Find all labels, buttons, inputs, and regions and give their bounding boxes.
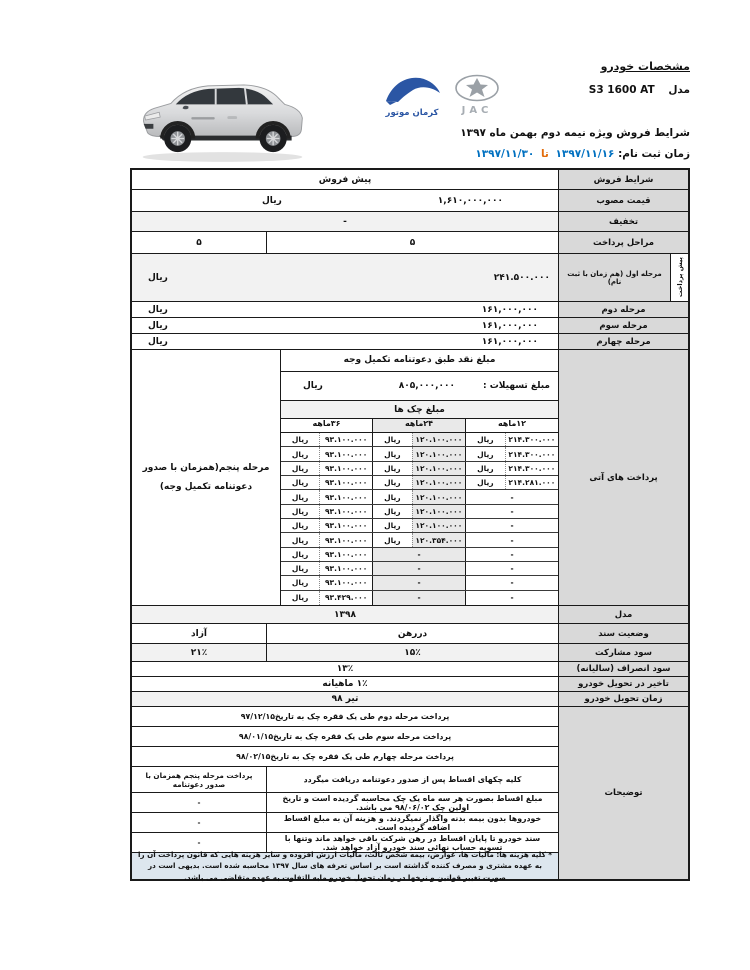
check-value-12: ۲۱۴.۳۰۰.۰۰۰ [505,462,558,475]
stage2-value-cell [132,302,558,317]
check-cell-24 [372,505,465,518]
row-discount [132,212,688,232]
check-value-24: ۱۲۰.۱۰۰.۰۰۰ [412,490,465,503]
stage1-label: مرحله اول (هم زمان با ثبت نام) [558,254,670,301]
check-value-12: - [510,521,514,531]
check-row [281,576,558,590]
check-cell-36 [281,591,372,605]
row-sale-terms [132,170,688,190]
explanations-label: توضیحات [558,707,688,879]
stage4-value: ۱۶۱,۰۰۰,۰۰۰ [481,336,538,347]
delivery-delay-value: ۱٪ ماهیانه [322,679,368,689]
facility-label: مبلغ تسهیلات : [483,381,550,392]
check-unit-24: ریال [384,506,401,516]
check-cell-36 [281,476,372,489]
stage5-label: مرحله پنجم(همزمان با صدور دعوتنامه تکمیل وجه) [142,462,270,492]
currency-unit: ریال [148,336,168,347]
currency-unit: ریال [262,195,282,206]
stage2-value: ۱۶۱,۰۰۰,۰۰۰ [481,304,538,315]
cancellation-profit-label: سود انصراف (سالیانه) [558,662,688,676]
currency-unit: ریال [148,320,168,331]
check-cell-12 [465,490,558,503]
check-row [281,591,558,605]
participation-profit-main: ۱۵٪ [266,644,558,661]
row-explanations [132,707,688,882]
check-cell-12 [465,591,558,605]
check-row [281,433,558,447]
cancellation-profit-value: ۱۳٪ [336,664,354,674]
check-cell-36 [281,533,372,546]
note-row [132,747,558,767]
prepayment-vertical-label: پیش پرداخت [675,257,684,298]
check-unit-12: ریال [477,463,494,473]
check-value-36: ۹۳.۱۰۰.۰۰۰ [319,562,372,575]
check-value-12: - [510,593,514,603]
row-approved-price [132,190,688,212]
model-line [589,84,690,96]
note-text-left: - [197,798,201,807]
currency-unit: ریال [148,304,168,315]
check-unit-36: ریال [291,435,309,445]
check-cell-24 [372,533,465,546]
stage3-value: ۱۶۱,۰۰۰,۰۰۰ [481,320,538,331]
check-cell-12 [465,562,558,575]
currency-unit: ریال [303,381,323,392]
payment-stages-value-alt: ۵ [196,237,202,248]
check-unit-36: ریال [291,578,309,588]
checks-header-row [281,419,558,433]
row-document-status [132,624,688,644]
explanations-content [132,707,558,882]
check-cell-36 [281,562,372,575]
row-payment-stages [132,232,688,254]
row-future-payments [132,350,688,606]
check-cell-24 [372,562,465,575]
check-unit-24: ریال [384,492,401,502]
note-text-left: - [197,818,201,827]
row-stage4 [132,334,688,350]
payment-stages-value-main: ۵ [266,232,558,253]
note-row [132,727,558,747]
stage4-label: مرحله چهارم [558,334,688,349]
check-value-12: ۲۱۴.۳۰۰.۰۰۰ [505,433,558,446]
check-cell-12 [465,576,558,589]
check-cell-36 [281,462,372,475]
check-cell-36 [281,505,372,518]
model-value: S3 1600 AT [588,84,655,96]
future-payments-detail [280,350,558,605]
check-cell-36 [281,548,372,561]
row-stage1 [132,254,688,302]
check-unit-36: ریال [291,492,309,502]
facility-row [281,372,558,402]
check-cell-12 [465,476,558,489]
discount-label: تخفیف [558,212,688,231]
check-unit-12: ریال [477,478,494,488]
check-unit-36: ریال [291,463,309,473]
registration-to-date: ۱۳۹۷/۱۱/۳۰ [475,148,535,160]
note-text-right: کلیه چکهای اقساط پس از صدور دعوتنامه دریافت میگردد [266,767,558,792]
check-cell-24 [372,462,465,475]
check-cell-24 [372,433,465,446]
note-text: پرداخت مرحله سوم طی یک فقره چک به تاریخ۹۸/۰۱/۱۵ [238,732,452,741]
note-text: پرداخت مرحله چهارم طی یک فقره چک به تاریخ۹۸/۰۲/۱۵ [236,752,454,761]
check-value-36: ۹۳.۱۰۰.۰۰۰ [319,490,372,503]
cash-note: مبلغ نقد طبق دعوتنامه تکمیل وجه [281,350,558,372]
sale-conditions-title: شرایط فروش ویژه نیمه دوم بهمن ماه ۱۳۹۷ [460,127,690,139]
registration-from-date: ۱۳۹۷/۱۱/۱۶ [555,148,615,160]
check-row [281,447,558,461]
jac-logo-icon [452,74,502,118]
check-value-36: ۹۳.۱۰۰.۰۰۰ [319,519,372,532]
check-cell-24 [372,519,465,532]
check-value-12: - [510,492,514,502]
check-value-36: ۹۳.۱۰۰.۰۰۰ [319,576,372,589]
check-value-24: ۱۲۰.۱۰۰.۰۰۰ [412,476,465,489]
model-label: مدل [668,84,690,96]
check-value-36: ۹۳.۱۰۰.۰۰۰ [319,548,372,561]
check-value-36: ۹۳.۴۲۹.۰۰۰ [319,591,372,605]
check-value-24: - [373,562,465,575]
approved-price-value-cell [132,190,558,211]
check-cell-36 [281,490,372,503]
check-cell-12 [465,519,558,532]
check-cell-24 [372,447,465,460]
check-value-12: - [510,506,514,516]
note-row-split [132,767,558,793]
row-delivery-time [132,692,688,707]
check-value-24: - [373,576,465,589]
registration-period [475,148,690,160]
check-cell-36 [281,519,372,532]
sale-terms-label: شرایط فروش [558,170,688,189]
approved-price-value: ۱,۶۱۰,۰۰۰,۰۰۰ [437,195,503,206]
note-text-right: سند خودرو تا پایان اقساط در رهن شرکت باقی خواهد ماند وتنها با تسویه حساب نهائی سند خودرو آزاد خواهد شد. [266,833,558,852]
row-stage2 [132,302,688,318]
check-value-24: ۱۲۰.۱۰۰.۰۰۰ [412,447,465,460]
check-unit-36: ریال [291,521,309,531]
col-header-36-months: ۳۶ماهه [312,419,341,429]
registration-label: زمان ثبت نام: [618,148,690,160]
note-text-right: خودروها بدون بیمه بدنه واگذار نمیگردند. و هزینه آن به مبلغ اقساط اضافه گردیده است. [266,813,558,832]
stage3-label: مرحله سوم [558,318,688,333]
check-unit-24: ریال [384,435,401,445]
check-cell-36 [281,433,372,446]
vehicle-specs-title: مشخصات خودرو [600,60,690,73]
check-unit-24: ریال [384,449,401,459]
currency-unit: ریال [148,272,168,283]
conditions-table [130,168,690,881]
check-unit-24: ریال [384,521,401,531]
check-unit-36: ریال [291,549,309,559]
check-cell-12 [465,447,558,460]
check-value-12: ۲۱۴.۲۸۱.۰۰۰ [505,476,558,489]
jac-logo-text: JAC [461,105,493,116]
participation-profit-alt: ۲۱٪ [190,647,208,658]
row-model-year [132,606,688,624]
check-cell-24 [372,490,465,503]
check-row [281,462,558,476]
note-row-split [132,813,558,833]
check-value-12: ۲۱۴.۳۰۰.۰۰۰ [505,447,558,460]
document-status-label: وضعیت سند [558,624,688,643]
note-text: پرداخت مرحله دوم طی یک فقره چک به تاریخ۹۷/۱۲/۱۵ [240,712,450,721]
check-cell-12 [465,548,558,561]
facility-value: ۸۰۵,۰۰۰,۰۰۰ [398,381,456,392]
note-text-left: پرداخت مرحله پنجم همزمان با صدور دعوتنامه [145,770,253,789]
check-cell-24 [372,576,465,589]
check-cell-36 [281,447,372,460]
checks-table [281,433,558,605]
payment-stages-label: مراحل پرداخت [558,232,688,253]
participation-profit-label: سود مشارکت [558,644,688,661]
delivery-time-value: تیر ۹۸ [331,694,359,704]
check-value-36: ۹۳.۱۰۰.۰۰۰ [319,533,372,546]
check-row [281,548,558,562]
check-value-12: - [510,549,514,559]
stage3-value-cell [132,318,558,333]
row-cancellation-profit [132,662,688,677]
check-cell-24 [372,476,465,489]
check-value-24: ۱۲۰.۱۰۰.۰۰۰ [412,433,465,446]
registration-to-word: تا [540,148,549,160]
kerman-motor-logo-icon [380,74,444,120]
check-value-36: ۹۳.۱۰۰.۰۰۰ [319,476,372,489]
check-value-36: ۹۳.۱۰۰.۰۰۰ [319,433,372,446]
check-value-36: ۹۳.۱۰۰.۰۰۰ [319,505,372,518]
row-participation-profit [132,644,688,662]
check-value-24: ۱۲۰.۱۰۰.۰۰۰ [412,505,465,518]
document-status-alt: آزاد [191,628,207,639]
col-header-12-months: ۱۲ماهه [465,419,558,432]
discount-value: - [343,216,347,227]
row-stage3 [132,318,688,334]
model-year-value: ۱۳۹۸ [334,609,356,620]
checks-title: مبلغ چک ها [281,401,558,419]
check-value-24: - [373,591,465,605]
check-cell-12 [465,533,558,546]
check-unit-12: ریال [477,435,494,445]
check-value-36: ۹۳.۱۰۰.۰۰۰ [319,462,372,475]
check-row [281,562,558,576]
check-unit-36: ریال [291,478,309,488]
check-unit-36: ریال [291,449,309,459]
car-image [130,70,315,170]
check-value-24: ۱۲۰.۱۰۰.۰۰۰ [412,519,465,532]
check-cell-12 [465,505,558,518]
check-row [281,533,558,547]
check-cell-24 [372,591,465,605]
check-value-24: - [373,548,465,561]
check-unit-36: ریال [291,564,309,574]
footnote: * کلیه هزینه ها: مالیات ها، عوارض، بیمه شخص ثالث، مالیات ارزش افزوده و سایر هزینه هایی که قانون پرداخت آن را به عهده مشتری و مصرف کننده گذاشته است بر اساس تعرفه های سال ۱۳۹۷ محاسبه شده است. بدیهی است در صورت تغییر قوانین و نرخها در زمان تحویل خودرو مابه التفاوت به عهده متقاضی می باشد. [132,853,558,879]
check-cell-12 [465,433,558,446]
check-unit-36: ریال [291,535,309,545]
check-value-12: - [510,535,514,545]
sale-terms-value: پیش فروش [318,174,372,185]
check-row [281,505,558,519]
check-value-36: ۹۳.۱۰۰.۰۰۰ [319,447,372,460]
document-status-main: دررهن [266,624,558,643]
stage1-value-cell [132,254,558,301]
check-cell-24 [372,548,465,561]
check-value-12: - [510,578,514,588]
check-unit-24: ریال [384,463,401,473]
col-header-24-months: ۲۴ماهه [372,419,465,432]
note-text-right: مبلغ اقساط بصورت هر سه ماه یک چک محاسبه گردیده است و تاریخ اولین چک ۹۸/۰۶/۰۲ می باشد. [266,793,558,812]
check-value-12: - [510,564,514,574]
check-cell-36 [281,576,372,589]
check-unit-12: ریال [477,449,494,459]
check-value-24: ۱۲۰.۱۰۰.۰۰۰ [412,462,465,475]
stage1-value: ۲۴۱.۵۰۰.۰۰۰ [493,272,550,283]
check-unit-36: ریال [291,506,309,516]
note-row-split [132,793,558,813]
stage4-value-cell [132,334,558,349]
check-value-24: ۱۲۰.۳۵۴.۰۰۰ [412,533,465,546]
delivery-delay-label: تاخیر در تحویل خودرو [558,677,688,691]
note-text-left: - [197,838,201,847]
check-unit-24: ریال [384,535,401,545]
check-row [281,490,558,504]
prepayment-vertical-label-cell [670,254,688,301]
check-cell-12 [465,462,558,475]
note-row [132,707,558,727]
check-row [281,519,558,533]
check-unit-36: ریال [291,593,309,603]
approved-price-label: قیمت مصوب [558,190,688,211]
delivery-time-label: زمان تحویل خودرو [558,692,688,706]
future-payments-label: پرداخت های آتی [558,350,688,605]
kerman-motor-logo-text: کرمان موتور [385,108,439,118]
check-unit-24: ریال [384,478,401,488]
model-year-label: مدل [558,606,688,623]
stage2-label: مرحله دوم [558,302,688,317]
row-delivery-delay [132,677,688,692]
check-row [281,476,558,490]
